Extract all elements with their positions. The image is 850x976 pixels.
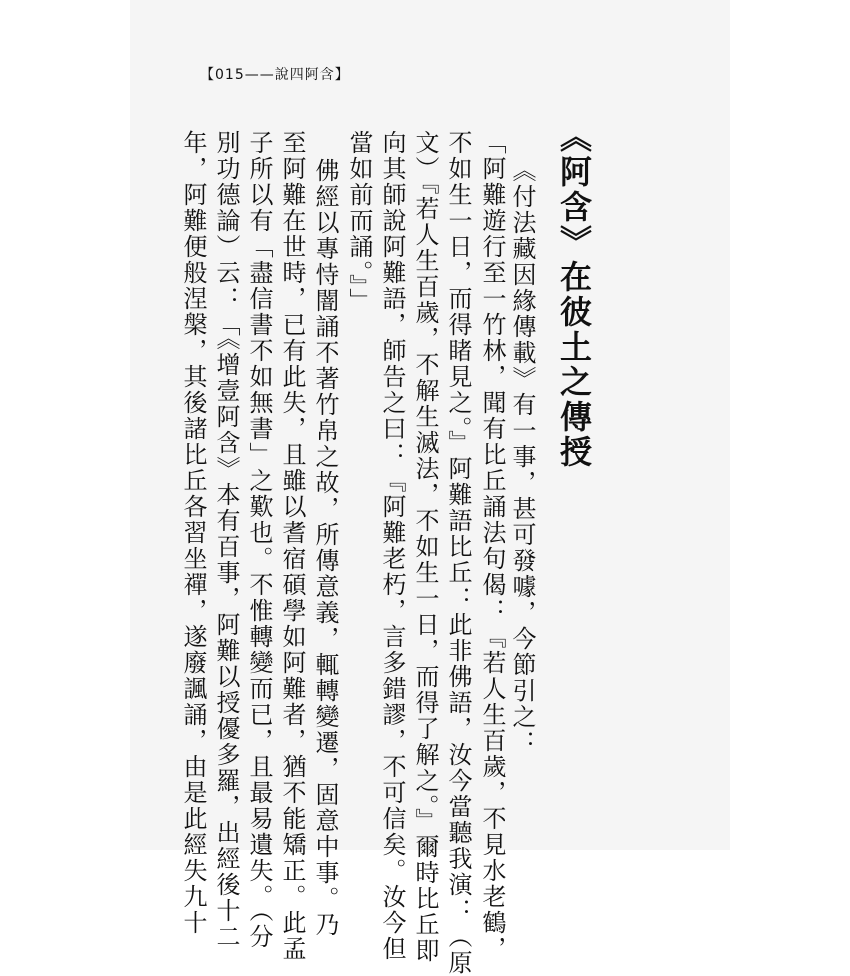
text-column: 不如生一日，而得睹見之。』阿難語比丘：此非佛語，汝今當聽我演：（原 xyxy=(444,130,472,976)
text-column: 向其師說阿難語，師告之曰：『阿難老朽，言多錯謬，不可信矣。汝今但 xyxy=(378,130,406,962)
text-column: 子所以有「盡信書不如無書」之歎也。不惟轉變而已，且最易遺失。（分 xyxy=(245,130,273,950)
text-column: 《付法藏因緣傳載》有一事，甚可發噱，今節引之： xyxy=(508,158,536,756)
text-column: 當如前而誦。』」 xyxy=(345,130,373,314)
text-column: 年，阿難便般涅槃，其後諸比丘各習坐禪，遂廢諷誦，由是此經失九十 xyxy=(179,130,207,936)
text-column: 「阿難遊行至一竹林，聞有比丘誦法句偈：『若人生百歲，不見水老鶴， xyxy=(478,130,506,962)
text-column: 至阿難在世時，已有此失，且雖以耆宿碩學如阿難者，猶不能矯正。此孟 xyxy=(278,130,306,962)
text-column: 別功德論）云：「《增壹阿含》本有百事，阿難以授優多羅，出經後十二 xyxy=(212,130,240,950)
running-header: 【015——說四阿含】 xyxy=(200,67,350,83)
text-column: 佛經以專恃闇誦不著竹帛之故，所傳意義，輒轉變遷，固意中事。乃 xyxy=(311,158,339,938)
section-title: 《阿含》在彼土之傳授 xyxy=(555,120,593,470)
text-column: 文）『若人生百歲，不解生滅法，不如生一日，而得了解之。』爾時比丘即 xyxy=(411,130,439,964)
